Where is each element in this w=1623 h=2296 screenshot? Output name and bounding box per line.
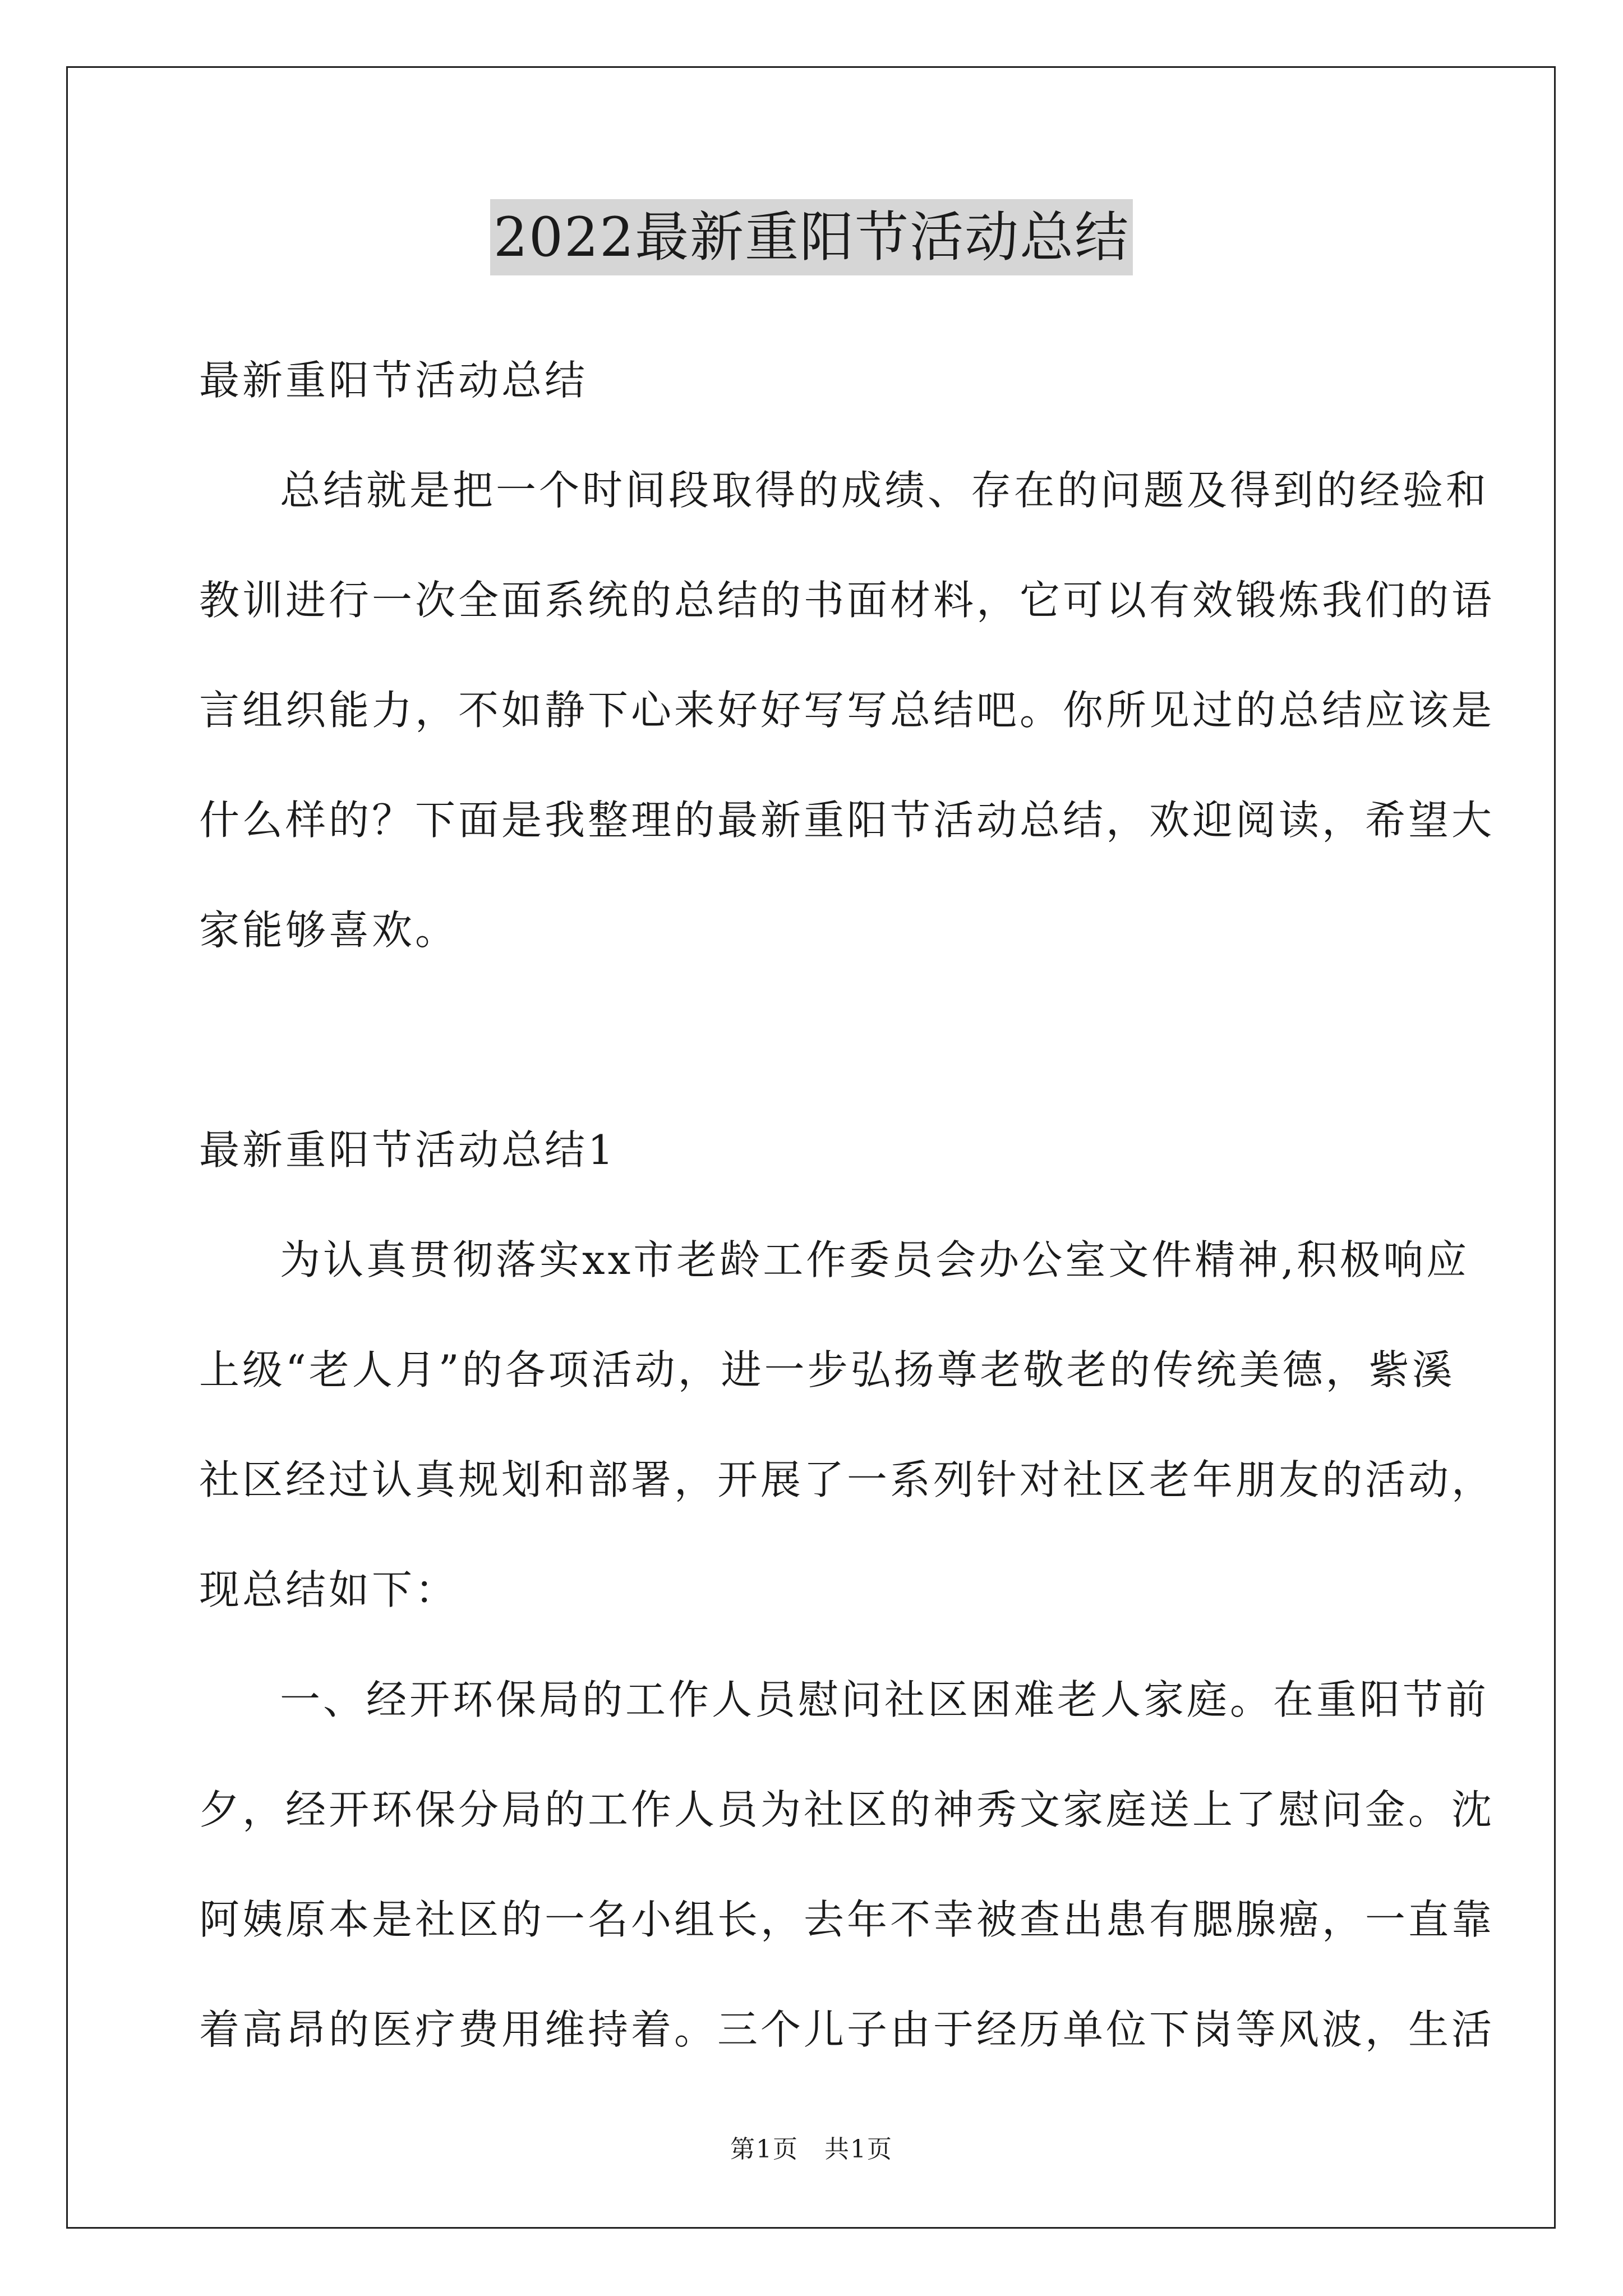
paragraph-line: 言组织能力，不如静下心来好好写写总结吧。你所见过的总结应该是 <box>199 687 1495 734</box>
paragraph-line: 夕，经开环保分局的工作人员为社区的神秀文家庭送上了慰问金。沈 <box>199 1786 1495 1833</box>
paragraph-line: 社区经过认真规划和部署，开展了一系列针对社区老年朋友的活动， <box>199 1456 1495 1503</box>
document-title-wrap <box>0 199 1623 275</box>
paragraph-line: 家能够喜欢。 <box>199 907 459 954</box>
paragraph-line: 教训进行一次全面系统的总结的书面材料，它可以有效锻炼我们的语 <box>199 577 1495 624</box>
document-body <box>199 325 1495 2085</box>
paragraph-line: 什么样的？下面是我整理的最新重阳节活动总结，欢迎阅读，希望大 <box>199 797 1495 844</box>
paragraph-line: 现总结如下： <box>199 1566 459 1613</box>
paragraph-line: 一、经开环保局的工作人员慰问社区困难老人家庭。在重阳节前 <box>280 1676 1490 1723</box>
subtitle: 最新重阳节活动总结 <box>199 357 588 404</box>
blank-line <box>199 985 1428 1095</box>
paragraph-line: 上级“老人月”的各项活动，进一步弘扬尊老敬老的传统美德，紫溪 <box>199 1346 1455 1393</box>
page-number-footer: 第1页 共1页 <box>730 2135 893 2164</box>
section-heading: 最新重阳节活动总结1 <box>199 1126 616 1174</box>
document-title: 2022最新重阳节活动总结 <box>490 199 1133 275</box>
paragraph-line: 总结就是把一个时间段取得的成绩、存在的问题及得到的经验和 <box>280 467 1490 514</box>
paragraph-line: 为认真贯彻落实xx市老龄工作委员会办公室文件精神,积极响应 <box>280 1236 1470 1283</box>
paragraph-line: 着高昂的医疗费用维持着。三个儿子由于经历单位下岗等风波，生活 <box>199 2006 1495 2053</box>
paragraph-line: 阿姨原本是社区的一名小组长，去年不幸被查出患有腮腺癌，一直靠 <box>199 1896 1495 1943</box>
